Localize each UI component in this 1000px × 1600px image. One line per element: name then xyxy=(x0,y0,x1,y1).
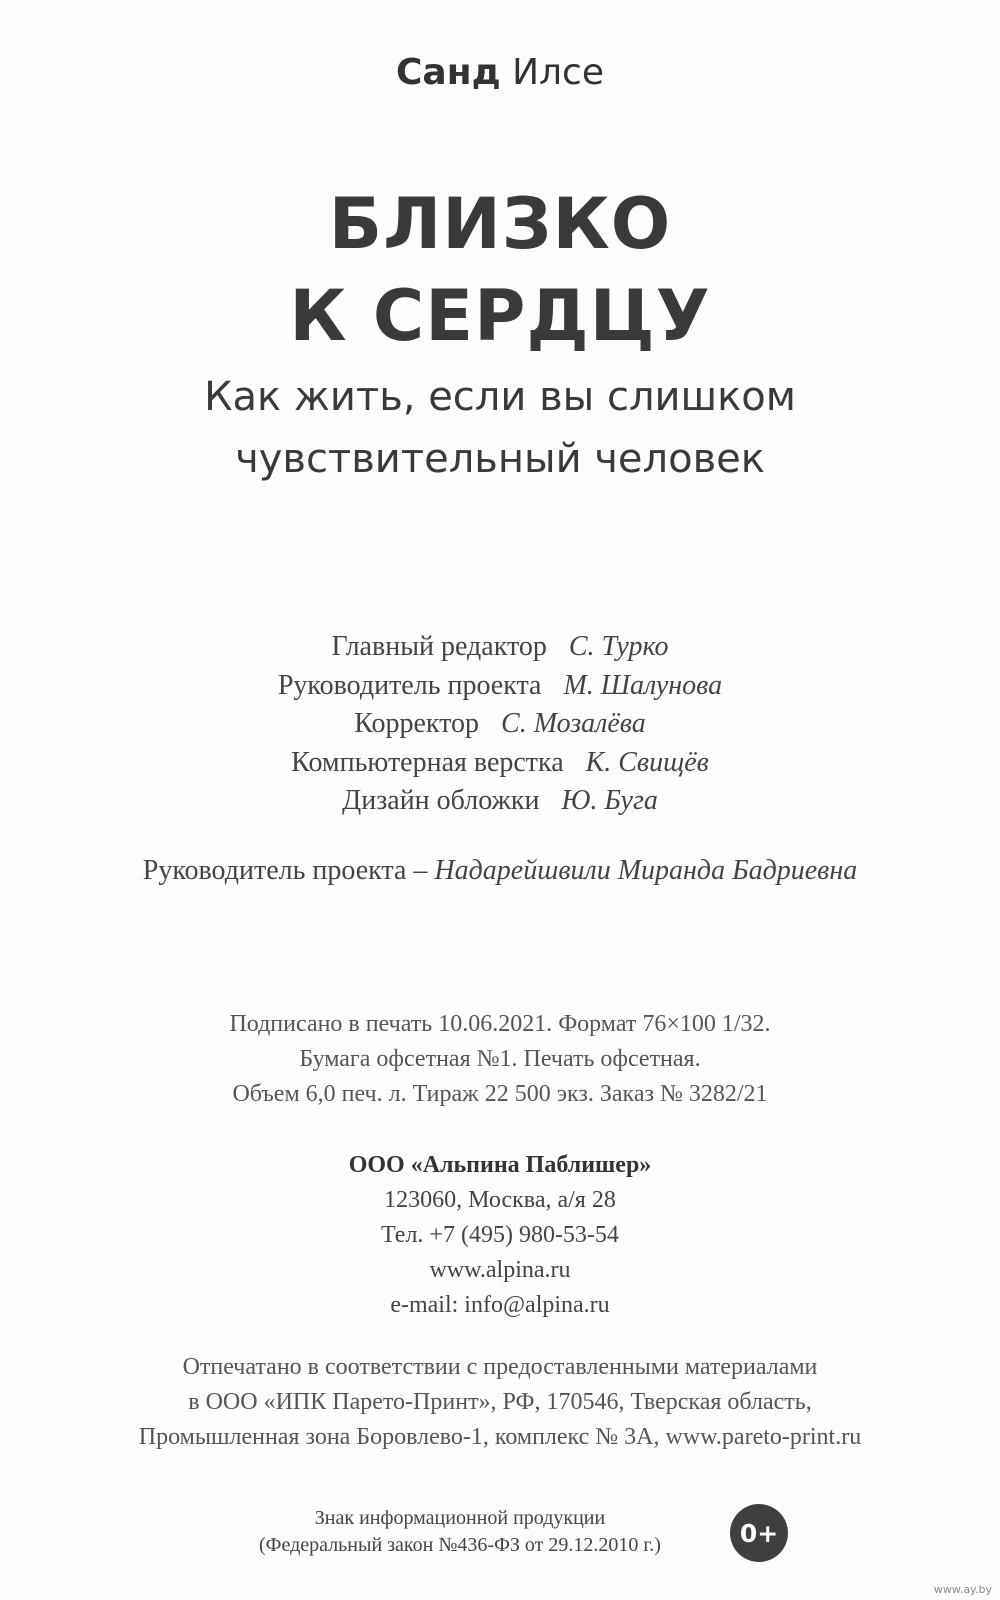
author-last-name: Санд xyxy=(395,52,501,93)
credit-role: Корректор xyxy=(354,708,480,739)
book-subtitle xyxy=(0,366,1000,490)
printing-line: в ООО «ИПК Парето-Принт», РФ, 170546, Тверская область, xyxy=(188,1389,812,1415)
credit-person: С. Мозалёва xyxy=(501,708,646,739)
printing-house-info xyxy=(0,1350,1000,1455)
credit-person: М. Шалунова xyxy=(563,669,723,701)
manager-name: Надарейшвили Миранда Бадриевна xyxy=(434,855,858,886)
printing-line: Отпечатано в соответствии с предоставленными материалами xyxy=(182,1354,818,1380)
author-name xyxy=(0,52,1000,93)
title-line-1: БЛИЗКО xyxy=(328,183,672,265)
info-sign-line-2: (Федеральный закон №436-ФЗ от 29.12.2010 г.) xyxy=(259,1534,661,1556)
credit-person: С. Турко xyxy=(568,631,669,662)
credit-person: Ю. Буга xyxy=(561,785,658,816)
credit-role: Руководитель проекта xyxy=(277,669,542,701)
credit-row xyxy=(0,628,1000,667)
title-line-2: К СЕРДЦУ xyxy=(289,275,711,357)
subtitle-line-1: Как жить, если вы слишком xyxy=(204,374,796,420)
credit-row xyxy=(0,705,1000,744)
print-detail-line: Бумага офсетная №1. Печать офсетная. xyxy=(299,1046,701,1072)
credit-role: Дизайн обложки xyxy=(342,785,540,816)
book-title xyxy=(0,178,1000,362)
publisher-email: e-mail: info@alpina.ru xyxy=(390,1292,610,1318)
credit-row xyxy=(0,782,1000,821)
publisher-name: ООО «Альпина Паблишер» xyxy=(348,1152,652,1178)
manager-role: Руководитель проекта – xyxy=(142,855,428,886)
print-detail-line: Объем 6,0 печ. л. Тираж 22 500 экз. Заказ № 3282/21 xyxy=(232,1081,768,1107)
watermark: www.ay.by xyxy=(933,1583,992,1596)
information-product-sign xyxy=(210,1505,710,1559)
author-first-name: Илсе xyxy=(512,52,604,93)
publisher-address: 123060, Москва, а/я 28 xyxy=(384,1187,616,1213)
publisher-website: www.alpina.ru xyxy=(429,1257,571,1283)
publisher-phone: Тел. +7 (495) 980-53-54 xyxy=(381,1222,619,1248)
credit-row xyxy=(0,667,1000,706)
credit-role: Главный редактор xyxy=(331,631,547,662)
publisher-block xyxy=(0,1148,1000,1323)
credits-list xyxy=(0,628,1000,821)
printing-line: Промышленная зона Боровлево-1, комплекс № 3А, www.pareto-print.ru xyxy=(138,1424,862,1450)
age-rating-badge: 0+ xyxy=(730,1504,788,1562)
print-detail-line: Подписано в печать 10.06.2021. Формат 76×100 1/32. xyxy=(229,1011,771,1037)
subtitle-line-2: чувствительный человек xyxy=(235,436,765,482)
project-manager-line xyxy=(0,855,1000,887)
info-sign-line-1: Знак информационной продукции xyxy=(314,1507,606,1529)
credit-row xyxy=(0,744,1000,783)
credit-role: Компьютерная верстка xyxy=(291,746,564,778)
credit-person: К. Свищёв xyxy=(585,746,709,778)
print-details xyxy=(0,1007,1000,1112)
